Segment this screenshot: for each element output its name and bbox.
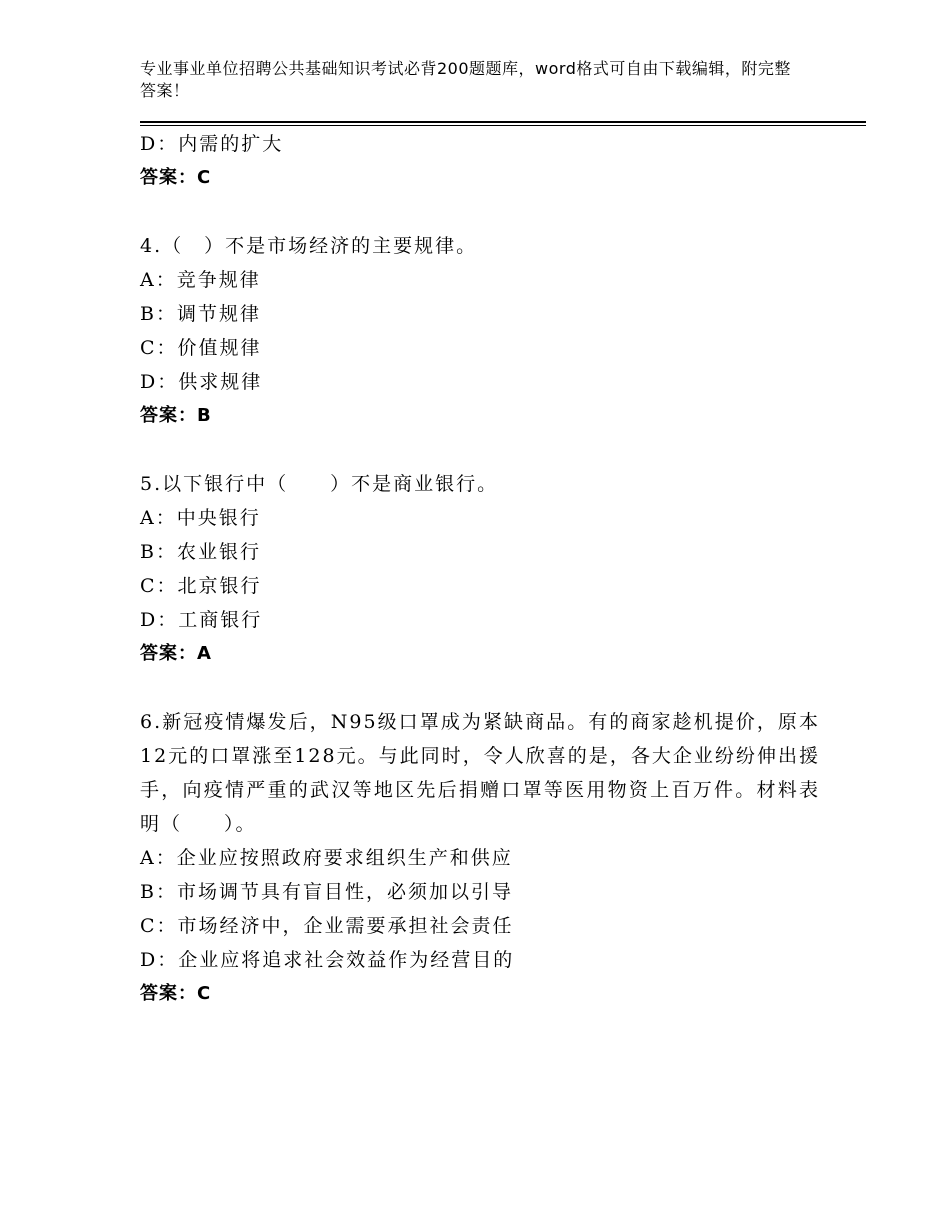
option-b: B：调节规律 xyxy=(140,303,261,325)
option-d: D：工商银行 xyxy=(140,609,263,631)
question-stem: 5.以下银行中（ ）不是商业银行。 xyxy=(140,473,499,495)
spacer xyxy=(140,195,820,229)
spacer xyxy=(140,671,820,705)
option-a: A：企业应按照政府要求组织生产和供应 xyxy=(140,847,513,869)
option-d: D：企业应将追求社会效益作为经营目的 xyxy=(140,949,515,971)
option-c: C：价值规律 xyxy=(140,337,262,359)
option-b: B：农业银行 xyxy=(140,541,261,563)
header-divider-thick xyxy=(140,121,866,123)
answer: 答案：A xyxy=(140,643,212,664)
question-stem: 6.新冠疫情爆发后，N95级口罩成为紧缺商品。有的商家趁机提价，原本12元的口罩涨至128元。与此同时，令人欣喜的是，各大企业纷纷伸出援手，向疫情严重的武汉等地区先后捐赠口罩等医用物资上百万件。材料表明（ ）。 xyxy=(140,711,820,835)
question-6 xyxy=(140,705,820,1011)
question-4 xyxy=(140,229,820,433)
page-header: 专业事业单位招聘公共基础知识考试必背200题题库，word格式可自由下载编辑，附完整答案！ xyxy=(140,59,791,100)
option-c: C：市场经济中，企业需要承担社会责任 xyxy=(140,915,514,937)
partial-answer: 答案：C xyxy=(140,167,212,188)
question-stem: 4.（ ）不是市场经济的主要规律。 xyxy=(140,235,478,257)
option-a: A：中央银行 xyxy=(140,507,261,529)
option-c: C：北京银行 xyxy=(140,575,262,597)
header-divider-thin xyxy=(140,125,866,126)
spacer xyxy=(140,433,820,467)
option-b: B：市场调节具有盲目性，必须加以引导 xyxy=(140,881,513,903)
answer: 答案：C xyxy=(140,983,212,1004)
answer: 答案：B xyxy=(140,405,212,426)
option-a: A：竞争规律 xyxy=(140,269,261,291)
question-content xyxy=(140,127,820,1011)
option-d: D：供求规律 xyxy=(140,371,263,393)
partial-option-d: D：内需的扩大 xyxy=(140,133,284,155)
question-5 xyxy=(140,467,820,671)
